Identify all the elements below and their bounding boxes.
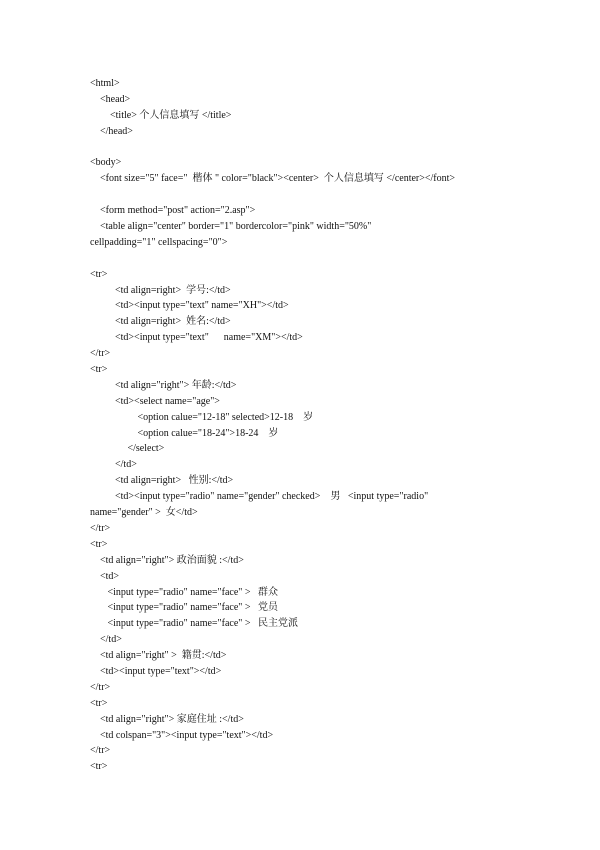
code-line: <td align=right> 姓名:</td> [90, 316, 231, 328]
code-line: <td><input type="text"></td> [90, 665, 222, 677]
code-line [90, 187, 570, 203]
code-line: </select> [90, 443, 165, 455]
code-line: <tr> [90, 761, 108, 773]
code-line: </head> [90, 125, 133, 137]
code-line: <title> 个人信息填写 </title> [90, 109, 232, 121]
code-line: <td align=right> 性别:</td> [90, 475, 234, 487]
code-line: <td align="right"> 家庭住址 :</td> [90, 713, 244, 725]
code-line: </td> [90, 634, 122, 646]
code-line: <td align="right"> 政治面貌 :</td> [90, 554, 244, 566]
code-line: <input type="radio" name="face" > 群众 [90, 586, 279, 598]
code-line: <option calue="18-24">18-24 岁 [90, 427, 279, 439]
code-line: <td><input type="text" name="XM"></td> [90, 332, 303, 344]
code-line: <tr> [90, 364, 108, 376]
code-listing [90, 76, 570, 775]
code-line: <option calue="12-18" selected>12-18 岁 [90, 411, 314, 423]
code-line [90, 251, 570, 267]
code-line: <body> [90, 157, 122, 169]
code-line: name="gender" > 女</td> [90, 507, 198, 519]
code-line: <td> [90, 570, 120, 582]
code-line: <input type="radio" name="face" > 党员 [90, 602, 279, 614]
code-line: <head> [90, 93, 131, 105]
code-line: <form method="post" action="2.asp"> [90, 205, 256, 217]
code-line: <td><input type="radio" name="gender" checked> 男 <input type="radio" [90, 491, 429, 503]
code-line: <td align=right> 学号:</td> [90, 284, 231, 296]
code-line: </tr> [90, 681, 111, 693]
code-line: <html> [90, 78, 120, 89]
code-line: <td colspan="3"><input type="text"></td> [90, 729, 274, 741]
code-line: </tr> [90, 745, 111, 757]
code-line: </tr> [90, 348, 111, 360]
code-line: <td align="right" > 籍贯:</td> [90, 650, 227, 662]
code-line: cellpadding="1" cellspacing="0"> [90, 236, 228, 248]
code-line: <td align="right"> 年龄:</td> [90, 379, 237, 391]
code-line: </td> [90, 459, 137, 471]
code-line: <tr> [90, 538, 108, 550]
code-line: <tr> [90, 268, 108, 280]
code-line: <font size="5" face=" 楷体 " color="black"><center> 个人信息填写 </center></font> [90, 173, 456, 185]
code-line: <tr> [90, 697, 108, 709]
code-line: <td><select name="age"> [90, 395, 220, 407]
code-line: <input type="radio" name="face" > 民主党派 [90, 618, 299, 630]
code-line: </tr> [90, 522, 111, 534]
code-line [90, 140, 570, 156]
code-line: <td><input type="text" name="XH"></td> [90, 300, 289, 312]
code-line: <table align="center" border="1" bordercolor="pink" width="50%" [90, 221, 372, 233]
